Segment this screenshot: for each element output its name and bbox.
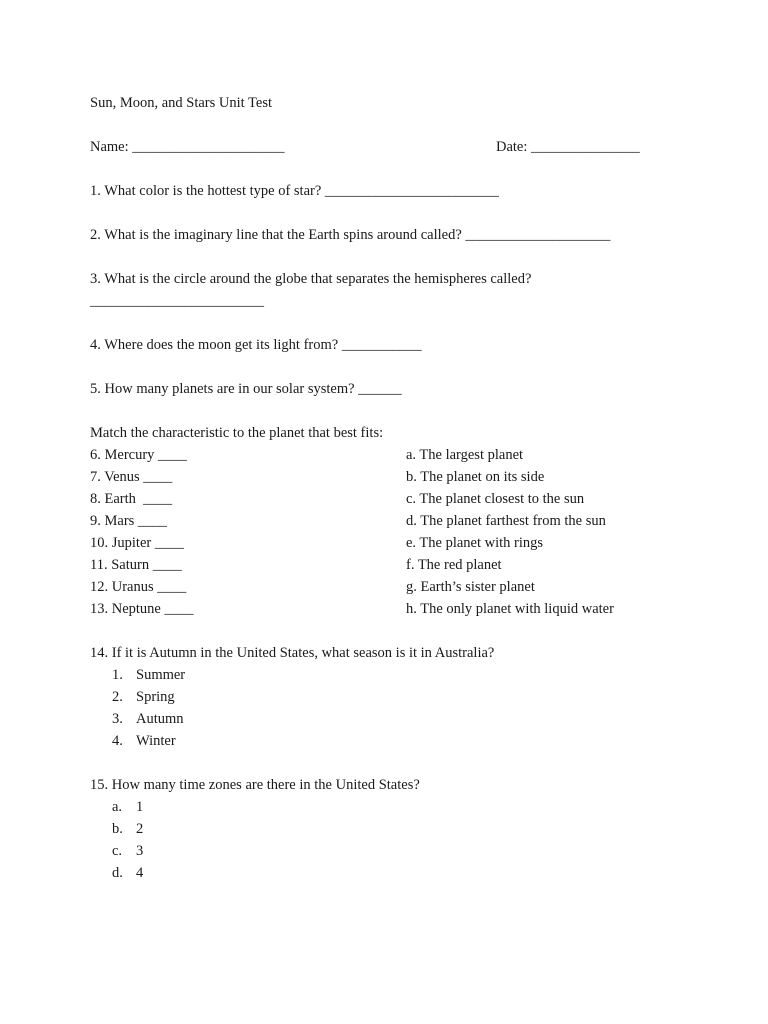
question-3: 3. What is the circle around the globe that separates the hemispheres called? [90, 271, 532, 287]
match-list [90, 444, 710, 620]
option-marker: b. [112, 821, 123, 837]
match-row [90, 466, 710, 488]
question-14: 14. If it is Autumn in the United States, what season is it in Australia? [90, 645, 495, 661]
question-1: 1. What color is the hottest type of star? ________________________ [90, 183, 499, 199]
match-description: h. The only planet with liquid water [406, 601, 614, 617]
match-description: g. Earth’s sister planet [406, 579, 535, 595]
option-text: 2 [136, 821, 144, 837]
match-description: c. The planet closest to the sun [406, 491, 585, 507]
question-5: 5. How many planets are in our solar system? ______ [90, 381, 402, 397]
question-15: 15. How many time zones are there in the United States? [90, 777, 420, 793]
answer-option [112, 818, 710, 840]
option-marker: 1. [112, 667, 123, 683]
option-marker: a. [112, 799, 123, 815]
answer-option [112, 796, 710, 818]
match-planet: 9. Mars ____ [90, 513, 167, 529]
answer-option [112, 862, 710, 884]
match-row [90, 510, 710, 532]
name-date-row [90, 136, 710, 158]
answer-option [112, 686, 710, 708]
match-planet: 13. Neptune ____ [90, 601, 194, 617]
answer-option [112, 664, 710, 686]
option-text: 4 [136, 865, 144, 881]
match-description: a. The largest planet [406, 447, 524, 463]
option-text: Winter [136, 733, 176, 749]
match-row [90, 576, 710, 598]
match-description: f. The red planet [406, 557, 502, 573]
match-row [90, 532, 710, 554]
question-15-options [112, 796, 710, 884]
match-row [90, 554, 710, 576]
answer-option [112, 708, 710, 730]
option-text: Summer [136, 667, 186, 683]
option-marker: 3. [112, 711, 123, 727]
match-description: e. The planet with rings [406, 535, 544, 551]
match-planet: 11. Saturn ____ [90, 557, 182, 573]
question-14-options [112, 664, 710, 752]
question-4: 4. Where does the moon get its light from? ___________ [90, 337, 422, 353]
name-field: Name: _____________________ [90, 139, 285, 155]
test-page [90, 92, 710, 884]
match-description: b. The planet on its side [406, 469, 545, 485]
match-description: d. The planet farthest from the sun [406, 513, 606, 529]
match-row [90, 444, 710, 466]
match-planet: 7. Venus ____ [90, 469, 173, 485]
match-planet: 6. Mercury ____ [90, 447, 188, 463]
match-planet: 12. Uranus ____ [90, 579, 187, 595]
match-planet: 8. Earth ____ [90, 491, 173, 507]
option-text: Spring [136, 689, 175, 705]
option-text: 3 [136, 843, 144, 859]
question-2: 2. What is the imaginary line that the Earth spins around called? ____________________ [90, 227, 611, 243]
option-marker: 4. [112, 733, 123, 749]
question-3-answer-blank: ________________________ [90, 293, 264, 309]
page-title: Sun, Moon, and Stars Unit Test [90, 95, 272, 111]
match-row [90, 488, 710, 510]
match-row [90, 598, 710, 620]
option-marker: d. [112, 865, 123, 881]
option-marker: c. [112, 843, 123, 859]
match-instructions: Match the characteristic to the planet that best fits: [90, 425, 384, 441]
answer-option [112, 840, 710, 862]
match-planet: 10. Jupiter ____ [90, 535, 184, 551]
option-marker: 2. [112, 689, 123, 705]
option-text: Autumn [136, 711, 184, 727]
option-text: 1 [136, 799, 144, 815]
answer-option [112, 730, 710, 752]
date-field: Date: _______________ [496, 139, 640, 155]
